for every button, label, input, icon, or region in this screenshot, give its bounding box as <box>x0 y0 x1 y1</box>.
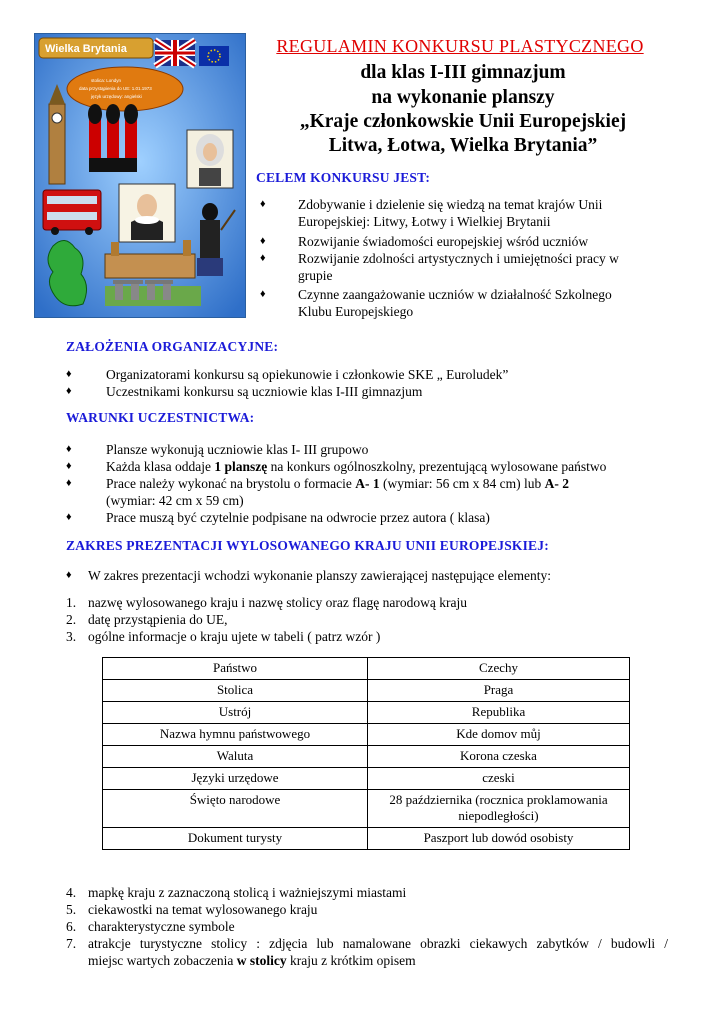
table-cell: Korona czeska <box>368 746 630 768</box>
goal-item-line: grupie <box>298 268 333 283</box>
subtitle-line-2: na wykonanie planszy <box>371 87 555 108</box>
list-item: nazwę wylosowanego kraju i nazwę stolicy oraz flagę narodową kraju <box>88 595 467 610</box>
subtitle-line-1: dla klas I-III gimnazjum <box>360 62 566 83</box>
list-item: ogólne informacje o kraju ujete w tabeli ( patrz wzór ) <box>88 629 381 644</box>
goal-item-line: Rozwijanie zdolności artystycznych i umiejętności pracy w <box>298 251 619 266</box>
condition-text: Prace należy wykonać na brystolu o formacie <box>106 476 356 491</box>
table-cell: Stolica <box>103 680 368 702</box>
list-item: mapkę kraju z zaznaczoną stolicą i ważniejszymi miastami <box>88 885 407 900</box>
list-item-text: kraju z krótkim opisem <box>286 953 416 968</box>
list-item <box>88 936 668 953</box>
bullet-icon: ♦ <box>66 385 72 397</box>
bullet-icon: ♦ <box>260 235 266 247</box>
list-number: 1. <box>66 595 77 610</box>
list-number: 4. <box>66 885 77 900</box>
condition-item: Plansze wykonują uczniowie klas I- III grupowo <box>106 442 369 457</box>
eu-flag-icon <box>199 46 229 66</box>
condition-emphasis: A- 2 <box>544 476 569 491</box>
svg-text:stolica: Londyn: stolica: Londyn <box>91 78 122 83</box>
svg-text:data przystąpienia do UE: 1.01: data przystąpienia do UE: 1.01.1973 <box>79 86 152 91</box>
table-cell: Święto narodowe <box>103 790 368 828</box>
list-item-text: miejsc wartych zobaczenia <box>88 953 237 968</box>
svg-text:język urzędowy: angielski: język urzędowy: angielski <box>91 94 142 99</box>
royal-guards-icon <box>88 104 138 172</box>
goal-item-line: Europejskiej: Litwy, Łotwy i Wielkiej Brytanii <box>298 214 551 229</box>
poster-illustration <box>35 34 245 317</box>
goal-item <box>298 286 612 320</box>
table-cell: Państwo <box>103 658 368 680</box>
table-cell: Języki urzędowe <box>103 768 368 790</box>
list-item: charakterystyczne symbole <box>88 919 235 934</box>
bullet-icon: ♦ <box>260 288 266 300</box>
bullet-icon: ♦ <box>66 477 72 489</box>
condition-text: (wymiar: 42 cm x 59 cm) <box>106 493 244 508</box>
list-number: 5. <box>66 902 77 917</box>
uk-flag-icon <box>155 40 195 66</box>
goal-item-line: Czynne zaangażowanie uczniów w działalność Szkolnego <box>298 287 612 302</box>
table-row <box>103 658 630 680</box>
table-cell: czeski <box>368 768 630 790</box>
table-cell: Czechy <box>368 658 630 680</box>
scope-heading: ZAKRES PREZENTACJI WYLOSOWANEGO KRAJU UNII EUROPEJSKIEJ: <box>66 538 549 553</box>
condition-text: Każda klasa oddaje <box>106 459 215 474</box>
poster-banner: Wielka Brytania <box>45 43 127 55</box>
goal-item-line: Klubu Europejskiego <box>298 304 414 319</box>
big-ben-icon <box>49 84 65 184</box>
double-decker-bus-icon <box>43 190 101 235</box>
country-info-table <box>102 657 630 850</box>
condition-item <box>106 475 569 509</box>
table-cell: Nazwa hymnu państwowego <box>103 724 368 746</box>
shakespeare-portrait-icon <box>119 184 175 242</box>
bullet-icon: ♦ <box>66 443 72 455</box>
scope-intro: W zakres prezentacji wchodzi wykonanie planszy zawierającej następujące elementy: <box>88 568 552 583</box>
table-row <box>103 790 630 828</box>
table-row <box>103 746 630 768</box>
table-cell: Kde domov můj <box>368 724 630 746</box>
list-item: datę przystąpienia do UE, <box>88 612 228 627</box>
condition-text: na konkurs ogólnoszkolny, prezentującą wylosowane państwo <box>267 459 607 474</box>
table-cell: Ustrój <box>103 702 368 724</box>
list-number: 6. <box>66 919 77 934</box>
condition-emphasis: 1 planszę <box>214 459 268 474</box>
table-cell: Paszport lub dowód osobisty <box>368 828 630 850</box>
table-cell: Republika <box>368 702 630 724</box>
org-item: Organizatorami konkursu są opiekunowie i członkowie SKE „ Euroludek” <box>106 367 509 382</box>
table-row <box>103 680 630 702</box>
list-item-continued <box>88 953 416 970</box>
list-item-emphasis: w stolicy <box>236 953 287 968</box>
bullet-icon: ♦ <box>66 368 72 380</box>
table-row <box>103 828 630 850</box>
list-number: 7. <box>66 936 77 951</box>
bullet-icon: ♦ <box>260 198 266 210</box>
list-number: 2. <box>66 612 77 627</box>
condition-item <box>106 458 606 475</box>
org-item: Uczestnikami konkursu są uczniowie klas I-III gimnazjum <box>106 384 423 399</box>
org-heading: ZAŁOŻENIA ORGANIZACYJNE: <box>66 339 279 354</box>
table-cell: Waluta <box>103 746 368 768</box>
portrait-icon <box>187 130 233 188</box>
list-item: ciekawostki na temat wylosowanego kraju <box>88 902 318 917</box>
list-item-text: atrakcje turystyczne stolicy : zdjęcia lub namalowane obrazki ciekawych zabytków / budowli / <box>88 936 668 951</box>
goals-heading: CELEM KONKURSU JEST: <box>256 170 431 185</box>
goal-item: Rozwijanie świadomości europejskiej wśród uczniów <box>298 234 589 249</box>
bullet-icon: ♦ <box>260 252 266 264</box>
condition-item: Prace muszą być czytelnie podpisane na odwrocie przez autora ( klasa) <box>106 510 490 525</box>
goal-item-line: Zdobywanie i dzielenie się wiedzą na temat krajów Unii <box>298 197 603 212</box>
goal-item <box>298 196 602 230</box>
bullet-icon: ♦ <box>66 569 72 581</box>
conditions-heading: WARUNKI UCZESTNICTWA: <box>66 410 255 425</box>
list-number: 3. <box>66 629 77 644</box>
table-row <box>103 702 630 724</box>
table-cell: Dokument turysty <box>103 828 368 850</box>
goal-item <box>298 250 619 284</box>
document-title: REGULAMIN KONKURSU PLASTYCZNEGO <box>276 36 644 56</box>
bullet-icon: ♦ <box>66 511 72 523</box>
condition-text: (wymiar: 56 cm x 84 cm) lub <box>379 476 545 491</box>
bullet-icon: ♦ <box>66 460 72 472</box>
table-row <box>103 724 630 746</box>
condition-emphasis: A- 1 <box>355 476 380 491</box>
table-cell: 28 października (rocznica proklamowania niepodległości) <box>368 790 630 828</box>
table-cell: Praga <box>368 680 630 702</box>
poster-image <box>34 33 246 318</box>
table-row <box>103 768 630 790</box>
subtitle-line-4: Litwa, Łotwa, Wielka Brytania” <box>328 135 598 156</box>
subtitle-line-3: „Kraje członkowskie Unii Europejskiej <box>299 111 627 132</box>
